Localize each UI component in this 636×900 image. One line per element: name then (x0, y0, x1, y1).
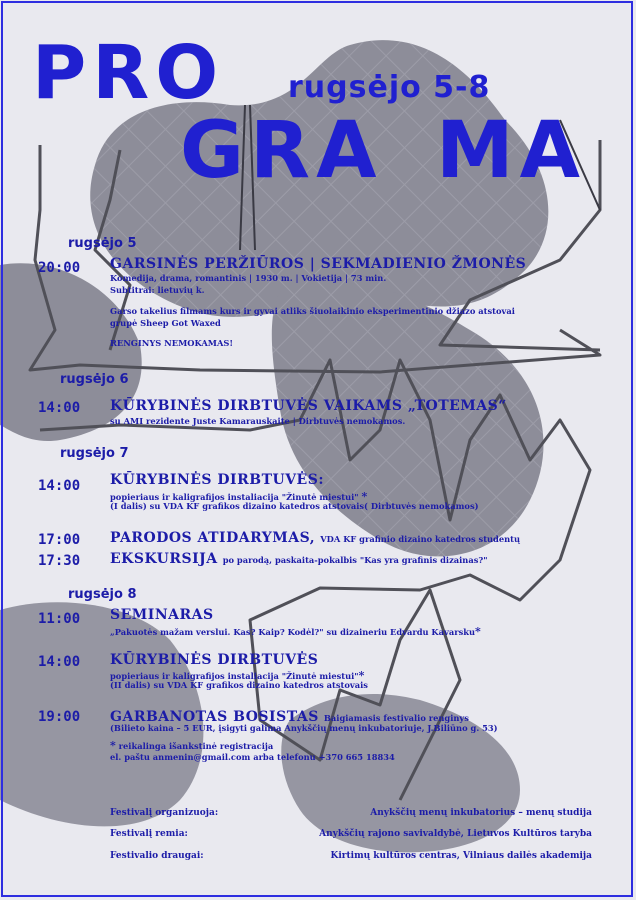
event-title: GARSINĖS PERŽIŪROS | SEKMADIENIO ŽMONĖS (110, 256, 527, 272)
event-detail: „Pakuotės mažam verslui. Kas? Kaip? Kodėl?" su dizaineriu Edvardu Kavarsku* (110, 625, 481, 638)
event-detail: su AMI rezidente Juste Kamarauskaite | Dirbtuvės nemokamos. (110, 416, 406, 426)
footer-value: Kirtimų kultūros centras, Vilniaus dailės akademija (330, 851, 592, 861)
event-time: 19:00 (38, 709, 81, 725)
event-detail: Subtitrai: lietuvių k. (110, 285, 205, 295)
event-detail: * reikalinga išankstinė registracija (110, 739, 274, 752)
event-time: 20:00 (38, 260, 81, 276)
event-title: KŪRYBINĖS DIRBTUVĖS (110, 652, 319, 668)
event-detail: grupė Sheep Got Waxed (110, 318, 221, 328)
event-inline: po parodą, paskaita-pokalbis "Kas yra grafinis dizainas?" (222, 555, 488, 565)
asterisk: * (358, 669, 365, 682)
event-inline: VDA KF grafinio dizaino katedros studentų (320, 534, 521, 544)
event-title: KŪRYBINĖS DIRBTUVĖS: (110, 472, 325, 488)
event-detail: popieriaus ir kaligrafijos instaliacija "Žinutė miestui"* (110, 669, 365, 682)
event-title: KŪRYBINĖS DIRBTUVĖS VAIKAMS „TOTEMAS“ (110, 398, 507, 414)
footer-value: Anykščių rajono savivaldybė, Lietuvos Kultūros taryba (319, 829, 592, 839)
event-row (110, 548, 488, 567)
footer-value: Anykščių menų inkubatorius – menų studija (370, 808, 592, 818)
event-time: 17:00 (38, 532, 81, 548)
event-detail: el. paštu anmenin@gmail.com arba telefonu +370 665 18834 (110, 752, 395, 762)
event-inline: Baigiamasis festivalio renginys (323, 713, 469, 723)
event-detail: (I dalis) su VDA KF grafikos dizaino katedros atstovais( Dirbtuvės nemokamos) (110, 501, 479, 511)
event-detail: popieriaus ir kaligrafijos instaliacija "Žinutė miestui" * (110, 490, 368, 503)
event-time: 11:00 (38, 611, 81, 627)
event-detail: RENGINYS NEMOKAMAS! (110, 338, 234, 348)
event-time: 17:30 (38, 553, 81, 569)
day-label: rugsėjo 5 (68, 236, 137, 251)
title-ma: MA (436, 106, 586, 196)
day-label: rugsėjo 8 (68, 587, 137, 602)
event-detail: Garso takelius filmams kurs ir gyvai atliks šiuolaikinio eksperimentinio džiazo atstovai (110, 306, 515, 316)
asterisk: * (475, 625, 481, 638)
event-detail: (II dalis) su VDA KF grafikos dizaino katedros atstovais (110, 680, 368, 690)
event-title: SEMINARAS (110, 607, 214, 623)
event-row (110, 527, 520, 546)
day-label: rugsėjo 6 (60, 372, 129, 387)
event-title: PARODOS ATIDARYMAS, (110, 530, 316, 546)
event-title: EKSKURSIJA (110, 551, 218, 567)
footer-label: Festivalį organizuoja: (110, 808, 219, 818)
event-time: 14:00 (38, 478, 81, 494)
asterisk: * (361, 490, 368, 503)
day-label: rugsėjo 7 (60, 446, 129, 461)
event-detail: Komedija, drama, romantinis | 1930 m. | Vokietija | 73 min. (110, 273, 387, 283)
title-gra: GRA (180, 106, 383, 196)
footer-label: Festivalį remia: (110, 829, 188, 839)
footer-label: Festivalio draugai: (110, 851, 204, 861)
event-detail: (Bilieto kaina – 5 EUR, įsigyti galima Anykščių menų inkubatoriuje, J.Biliūno g. 53) (110, 723, 498, 733)
festival-dates: rugsėjo 5-8 (288, 70, 491, 105)
event-time: 14:00 (38, 400, 81, 416)
title-pro: PRO (32, 30, 225, 116)
event-time: 14:00 (38, 654, 81, 670)
event-title: GARBANOTAS BOSISTAS (110, 709, 319, 725)
asterisk: * (110, 739, 116, 752)
